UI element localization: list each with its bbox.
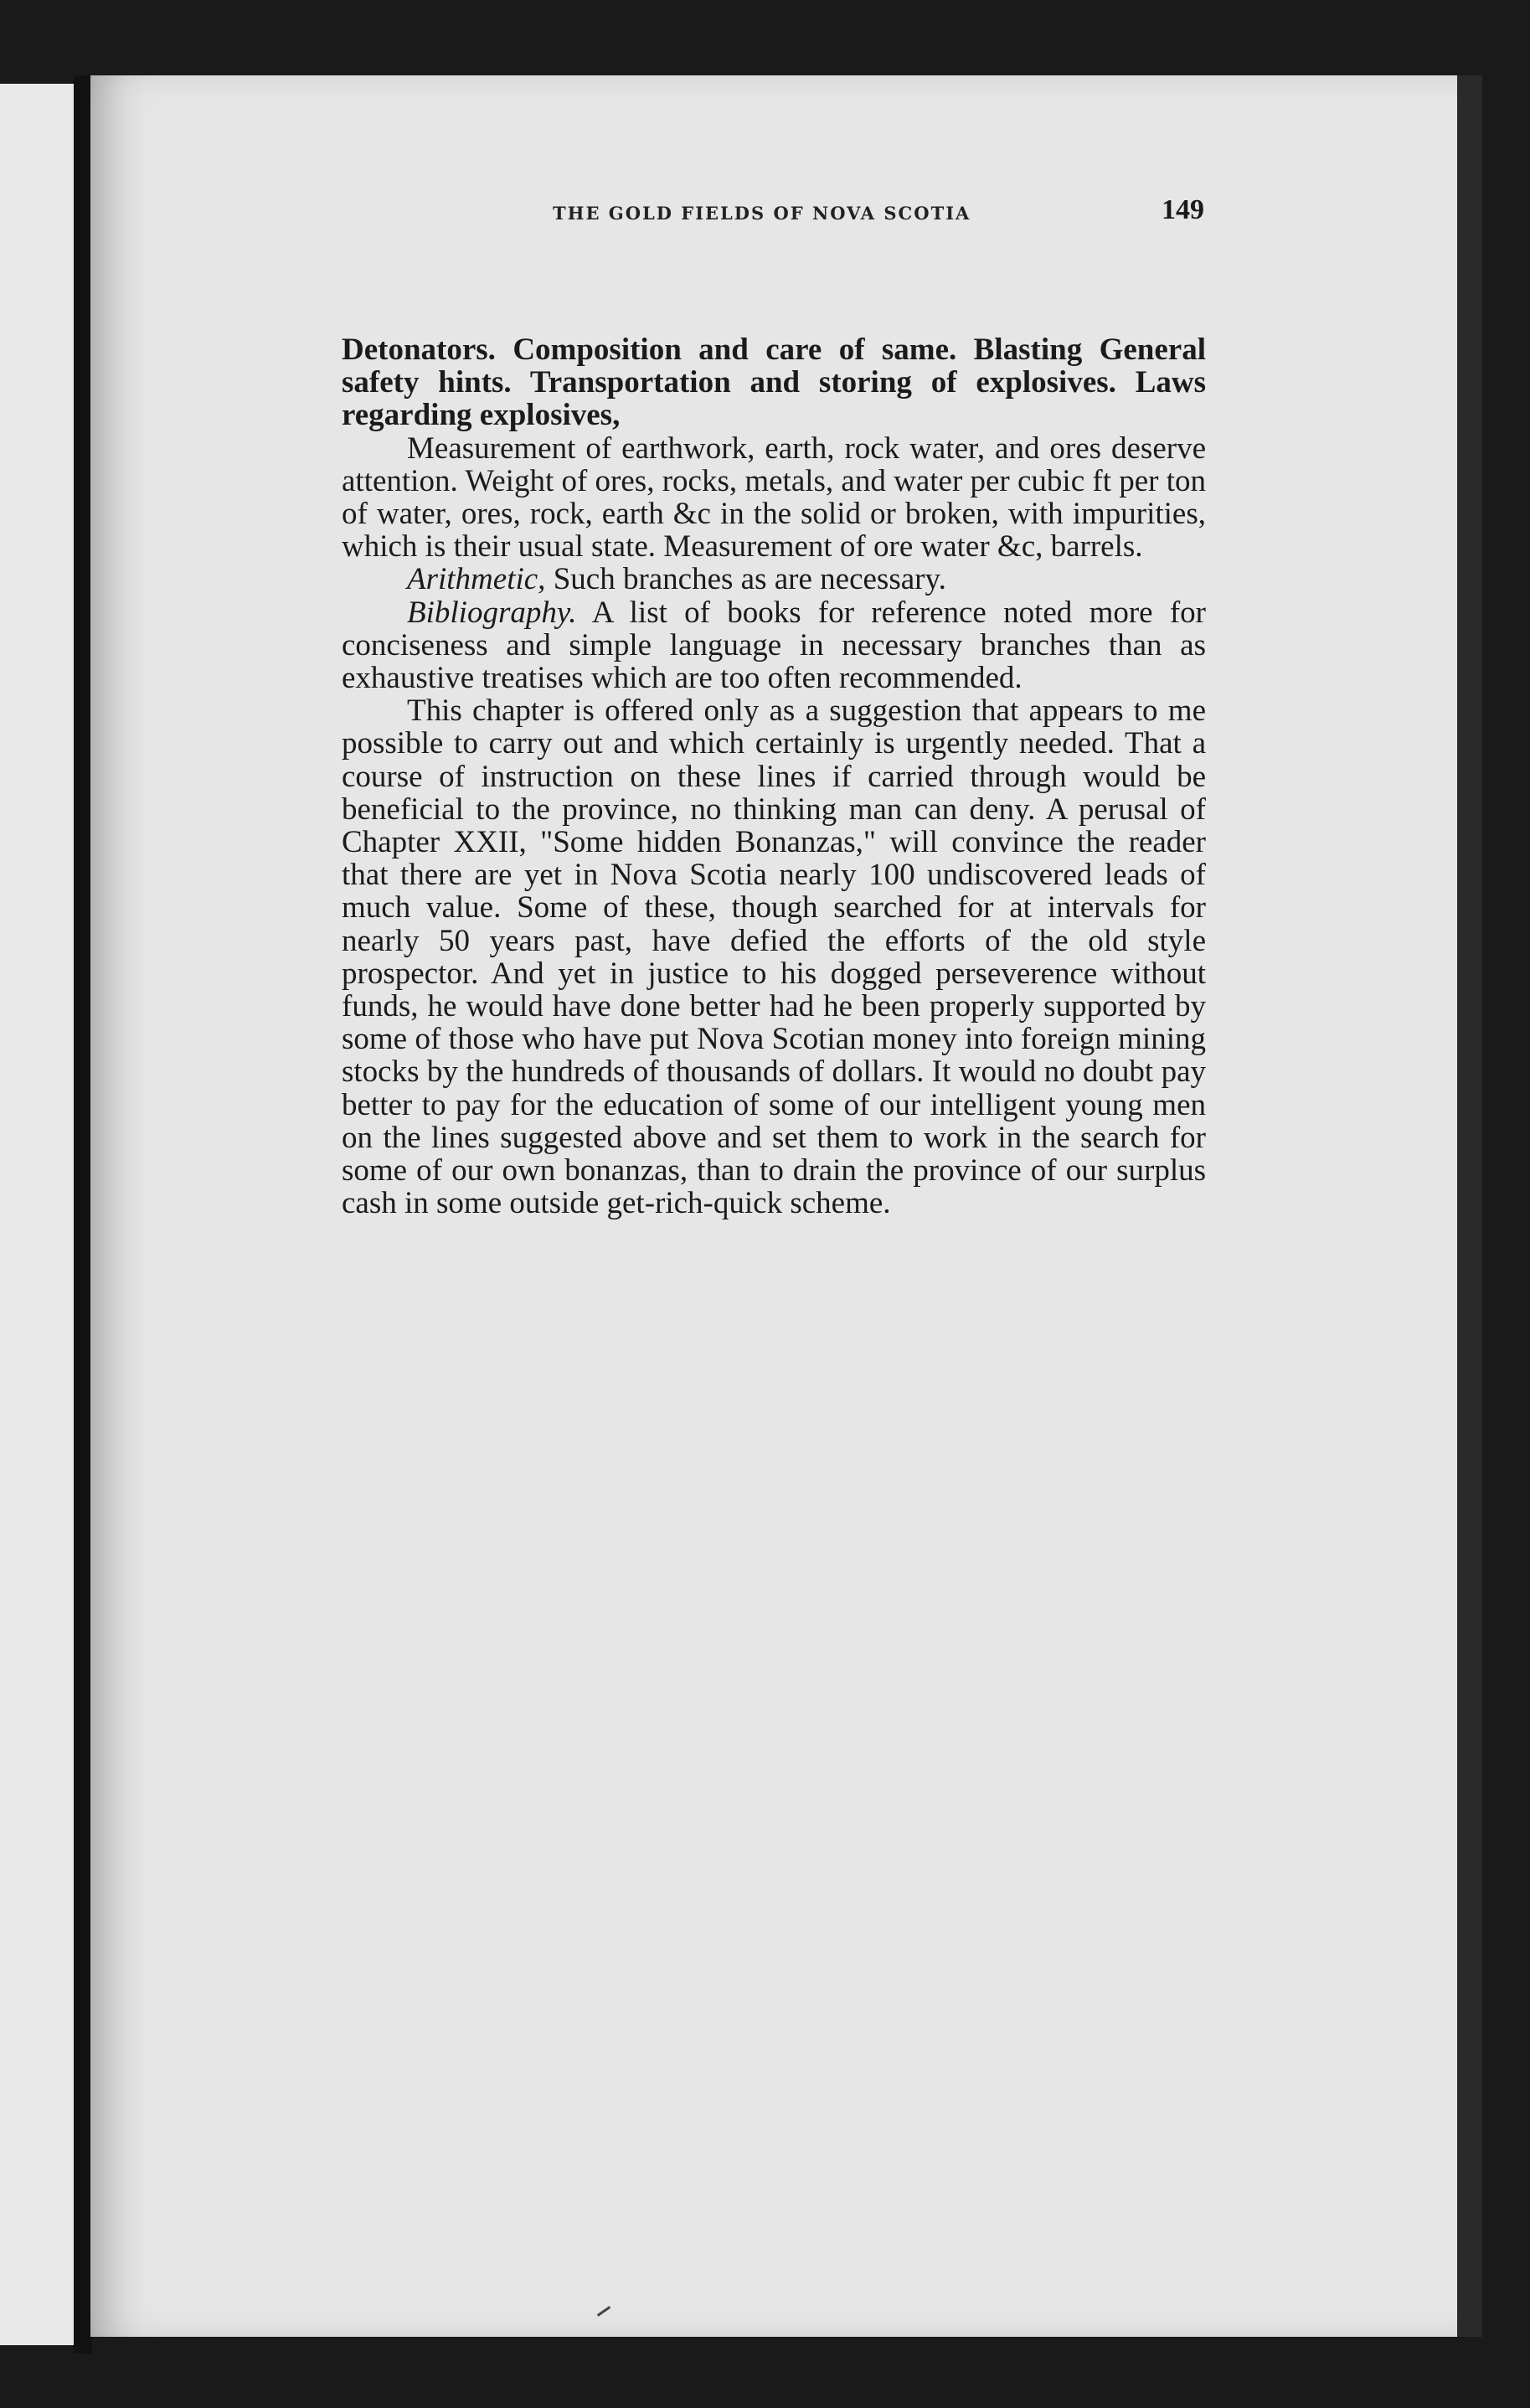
page-number: 149: [1162, 194, 1204, 225]
paragraph-chapter-suggestion: This chapter is offered only as a suggestion that appears to me possible to carry out and which certainly is urgently needed. That a course of instruction on these lines if carried through would be beneficial to the province, no thinking man can deny. A perusal of Chapter XXII, "Some hidden Bonanzas," will convince the reader that there are yet in Nova Scotia nearly 100 undiscovered leads of much value. Some of these, though searched for at intervals for nearly 50 years past, have defied the efforts of the old style prospector. And yet in justice to his dogged perseverence without funds, he would have done better had he been properly supported by some of those who have put Nova Scotian money into foreign mining stocks by the hundreds of thousands of dollars. It would no doubt pay better to pay for the education of some of our intelligent young men on the lines suggested above and set them to work in the search for some of our own bonanzas, than to drain the province of our surplus cash in some outside get-rich-quick scheme.: [342, 694, 1206, 1221]
running-head: [461, 194, 1214, 231]
bibliography-text: A list of books for reference noted more for conciseness and simple language in necessary branches than as exhaustive treatises which are too often recommended.: [342, 595, 1206, 696]
facing-page-edge: [0, 84, 74, 2345]
paragraph-bibliography: [342, 596, 1206, 695]
page-edge-shadow: [1457, 75, 1482, 2337]
running-title: THE GOLD FIELDS OF NOVA SCOTIA: [553, 203, 971, 224]
arithmetic-text: Such branches as are necessary.: [545, 562, 946, 597]
arithmetic-heading: Arithmetic,: [407, 562, 546, 597]
paragraph-measurement: Measurement of earthwork, earth, rock water, and ores deserve attention. Weight of ores, rocks, metals, and water per cubic ft per ton of water, ores, rock, earth &c in the solid or broken, with impurities, which is their usual state. Measurement of ore water &c, barrels.: [342, 431, 1207, 565]
body-text: [342, 333, 1206, 1219]
bibliography-heading: Bibliography.: [407, 595, 577, 630]
paragraph-arithmetic: [342, 563, 1206, 596]
paragraph-detonators: Detonators. Composition and care of same. Blasting General safety hints. Transportation and storing of explosives. Laws regarding explosives,: [342, 333, 1206, 433]
book-gutter: [74, 75, 92, 2354]
